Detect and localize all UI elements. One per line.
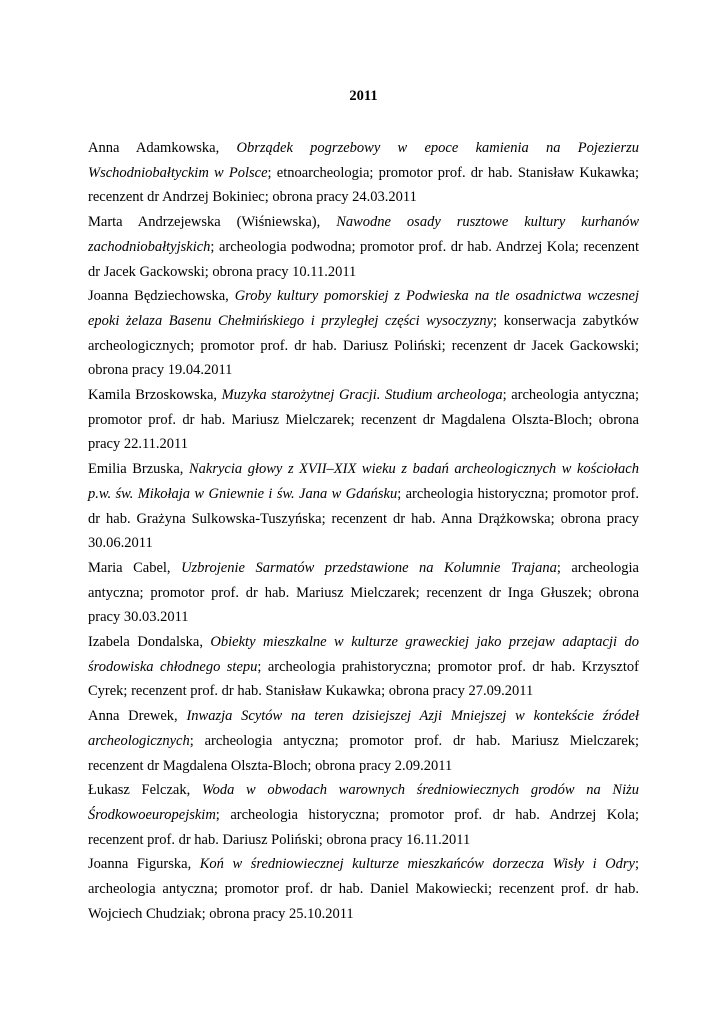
entry-title: Inwazja Scytów na teren dzisiejszej Azji Mniejszej w kontekście źródeł archeologicznych — [88, 708, 639, 749]
entry-title: Koń w średniowiecznej kulturze mieszkańców dorzecza Wisły i Odry — [199, 856, 635, 873]
thesis-entry — [88, 704, 639, 778]
entry-details: ; archeologia prahistoryczna; promotor prof. dr hab. Krzysztof Cyrek; recenzent prof. dr hab. Stanisław Kukawka; obrona pracy 27.09.2011 — [88, 658, 639, 700]
entry-details: ; archeologia antyczna; promotor prof. dr hab. Mariusz Mielczarek; recenzent dr Magdalena Olszta-Bloch; obrona pracy 22.11.2011 — [88, 387, 639, 453]
entry-title: Muzyka starożytnej Gracji. Studium archeologa — [221, 387, 503, 404]
entry-author: Izabela Dondalska, — [88, 634, 211, 651]
entry-author: Joanna Figurska, — [88, 856, 200, 873]
thesis-entry — [88, 852, 639, 926]
thesis-entry — [88, 630, 639, 704]
thesis-entry — [88, 457, 639, 556]
entry-author: Kamila Brzoskowska, — [88, 387, 222, 404]
entry-details: ; archeologia historyczna; promotor prof. dr hab. Grażyna Sulkowska-Tuszyńska; recenzent dr hab. Anna Drążkowska; obrona pracy 30.06.2011 — [88, 485, 639, 552]
entry-title: Uzbrojenie Sarmatów przedstawione na Kolumnie Trajana — [181, 559, 557, 576]
entry-title: Obrządek pogrzebowy w epoce kamienia na Pojezierzu Wschodniobałtyckim w Polsce — [88, 140, 639, 181]
entry-details: ; etnoarcheologia; promotor prof. dr hab. Stanisław Kukawka; recenzent dr Andrzej Bokiniec; obrona pracy 24.03.2011 — [88, 164, 640, 206]
entry-details: ; archeologia antyczna; promotor prof. dr hab. Mariusz Mielczarek; recenzent dr Inga Głuszek; obrona pracy 30.03.2011 — [88, 559, 639, 626]
entry-author: Emilia Brzuska, — [88, 461, 189, 478]
entry-author: Anna Adamkowska, — [88, 140, 237, 156]
entry-title: Nakrycia głowy z XVII–XIX wieku z badań archeologicznych w kościołach p.w. św. Mikołaja w Gniewnie i św. Jana w Gdańsku — [88, 461, 639, 502]
entry-author: Anna Drewek, — [88, 708, 187, 725]
entry-author: Marta Andrzejewska (Wiśniewska), — [88, 214, 337, 231]
entry-details: ; archeologia antyczna; promotor prof. dr hab. Daniel Makowiecki; recenzent prof. dr hab. Wojciech Chudziak; obrona pracy 25.10.2011 — [88, 856, 640, 922]
entry-details: ; archeologia antyczna; promotor prof. dr hab. Mariusz Mielczarek; recenzent dr Magdalena Olszta-Bloch; obrona pracy 2.09.2011 — [88, 732, 639, 774]
thesis-entry — [88, 778, 639, 852]
thesis-entry — [88, 210, 639, 284]
entry-title: Obiekty mieszkalne w kulturze graweckiej jako przejaw adaptacji do środowiska chłodnego stepu — [88, 634, 639, 675]
thesis-entry — [88, 556, 639, 630]
entry-title: Nawodne osady rusztowe kultury kurhanów zachodniobałtyjskich — [88, 214, 639, 255]
entry-details: ; archeologia historyczna; promotor prof. dr hab. Andrzej Kola; recenzent prof. dr hab. Dariusz Poliński; obrona pracy 16.11.2011 — [88, 806, 639, 848]
thesis-entry — [88, 383, 639, 457]
entry-author: Maria Cabel, — [88, 559, 182, 576]
thesis-entry — [88, 136, 639, 210]
entry-author: Joanna Będziechowska, — [88, 288, 235, 305]
entry-details: ; konserwacja zabytków archeologicznych; promotor prof. dr hab. Dariusz Poliński; recenzent dr Jacek Gackowski; obrona pracy 19.04.2011 — [88, 312, 639, 379]
document-page — [88, 84, 639, 927]
thesis-entry — [88, 284, 639, 383]
year-heading: 2011 — [349, 88, 378, 104]
entry-title: Woda w obwodach warownych średniowiecznych grodów na Niżu Środkowoeuropejskim — [88, 782, 639, 823]
entry-author: Łukasz Felczak, — [88, 782, 202, 799]
entry-title: Groby kultury pomorskiej z Podwieska na tle osadnictwa wczesnej epoki żelaza Basenu Chełmińskiego i przyległej części wysoczyzny — [88, 288, 640, 329]
entry-details: ; archeologia podwodna; promotor prof. dr hab. Andrzej Kola; recenzent dr Jacek Gackowski; obrona pracy 10.11.2011 — [88, 238, 639, 280]
